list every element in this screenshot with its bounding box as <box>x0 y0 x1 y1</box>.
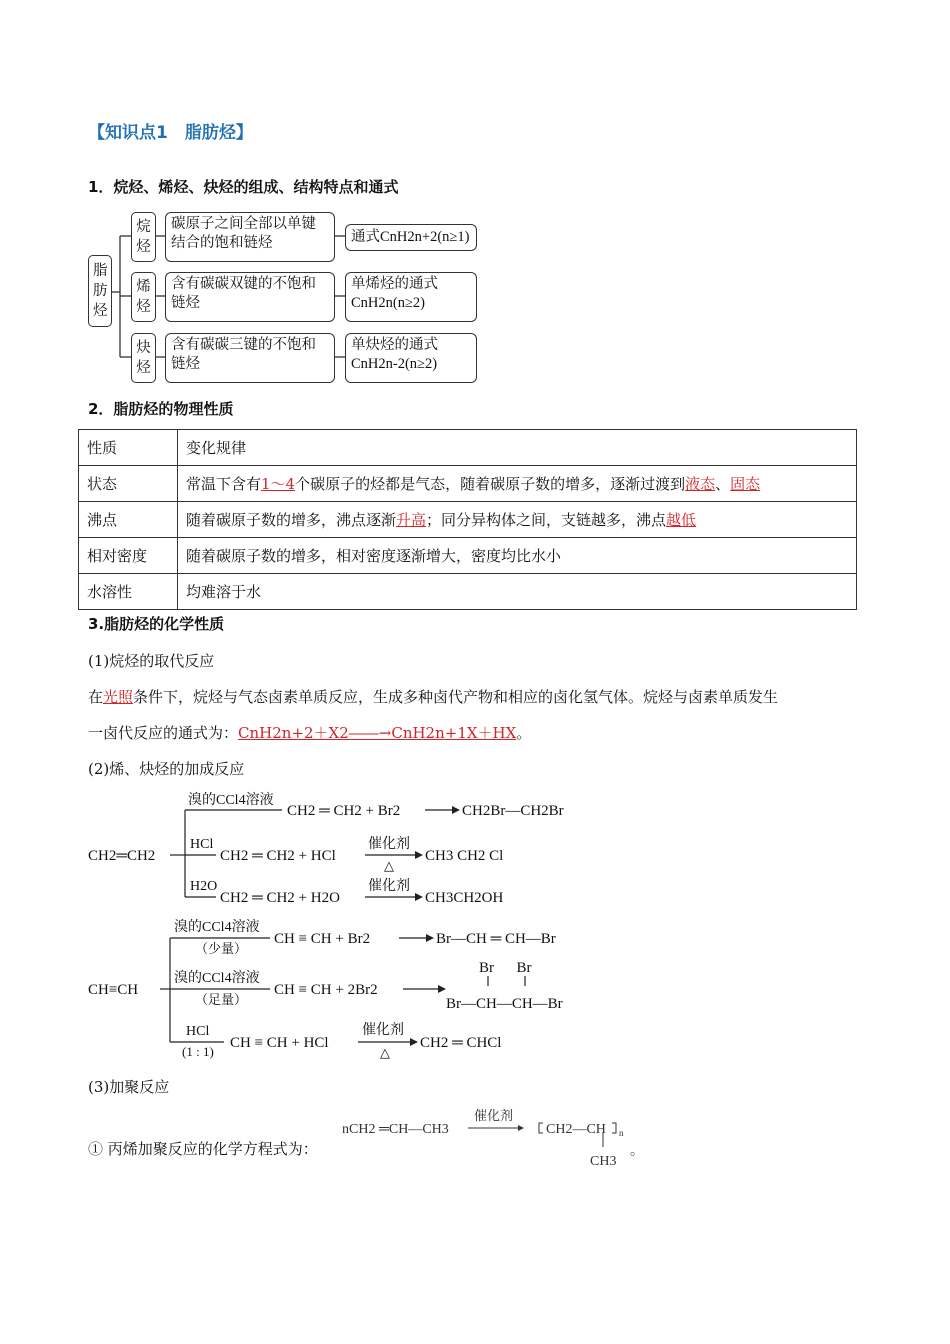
equation-left: CH2 ═ CH2 + H2O <box>220 890 340 906</box>
alkane-desc-line1: 碳原子之间全部以单键 <box>171 216 316 232</box>
alkane-name: 烷烃 <box>136 219 151 255</box>
answer-text: 固态 <box>730 475 761 493</box>
alkane-formula: CnH2n+2(n≥1) <box>380 229 470 245</box>
product: Br—CH ═ CH—Br <box>436 931 556 947</box>
table-value-cell: 均难溶于水 <box>178 574 857 610</box>
alkyne-name-box <box>131 333 156 383</box>
table-row <box>79 502 857 538</box>
product: CH3CH2OH <box>425 890 504 906</box>
table-value-cell <box>178 502 857 538</box>
polymerization-text: ① 丙烯加聚反应的化学方程式为： <box>88 1140 318 1158</box>
poly-branch: CH3 <box>590 1154 617 1169</box>
cond-ratio: (1 : 1) <box>182 1044 214 1059</box>
catalyst-label: 催化剂 <box>368 879 410 894</box>
cond-label: 溴的CCl4溶液 <box>174 920 260 935</box>
catalyst-label: 催化剂 <box>362 1023 404 1038</box>
alkene-name: 烯烃 <box>136 279 151 315</box>
acetylene-reactant: CH≡CH <box>88 982 139 998</box>
text: 条件下，烷烃与气态卤素单质反应，生成多种卤代产物和相应的卤化氢气体。烷烃与卤素单质发生 <box>133 688 779 706</box>
table-header-cell: 性质 <box>79 430 178 466</box>
subsection-2: (2)烯、炔烃的加成反应 <box>88 760 245 778</box>
table-row <box>79 574 857 610</box>
table-header-cell: 变化规律 <box>178 430 857 466</box>
alkene-desc-line1: 含有碳碳双键的不饱和 <box>171 276 316 292</box>
alkene-name-box <box>131 272 156 322</box>
table-prop-cell: 状态 <box>79 466 178 502</box>
alkyne-formula-line1: 单炔烃的通式 <box>351 337 438 353</box>
heat-symbol: △ <box>380 1045 390 1060</box>
table-value-cell: 随着碳原子数的增多，相对密度逐渐增大，密度均比水小 <box>178 538 857 574</box>
equation-left: CH2 ═ CH2 + Br2 <box>287 803 401 819</box>
product: Br—CH—CH—Br <box>446 996 563 1012</box>
table-row <box>79 538 857 574</box>
catalyst-label: 催化剂 <box>474 1108 514 1123</box>
alkyne-name: 炔烃 <box>136 340 151 376</box>
alkane-desc-box <box>165 212 335 262</box>
poly-n: n <box>619 1128 624 1138</box>
alkyne-formula: CnH2n-2(n≥2) <box>351 356 438 372</box>
addition-reactions-diagram <box>0 780 950 1070</box>
cell-text: 随着碳原子数的增多，沸点逐渐 <box>186 511 397 529</box>
paragraph-1 <box>88 686 778 707</box>
cell-text: ；同分异构体之间，支链越多，沸点 <box>426 511 667 529</box>
subsection-3: (3)加聚反应 <box>88 1078 170 1096</box>
answer-text: 越低 <box>666 511 697 529</box>
table-prop-cell: 水溶性 <box>79 574 178 610</box>
table-prop-cell: 沸点 <box>79 502 178 538</box>
alkene-formula-line1: 单烯烃的通式 <box>351 276 438 292</box>
equation-left: CH ≡ CH + HCl <box>230 1035 329 1051</box>
alkene-formula-box <box>345 272 477 322</box>
catalyst-label: 催化剂 <box>368 837 410 852</box>
alkene-formula: CnH2n(n≥2) <box>351 295 426 311</box>
alkene-desc-line2: 链烃 <box>171 295 200 311</box>
alkane-desc-line2: 结合的饱和链烃 <box>171 235 273 251</box>
equation-left: CH ≡ CH + 2Br2 <box>274 982 378 998</box>
poly-end: 。 <box>630 1144 644 1159</box>
product: CH3 CH2 Cl <box>425 848 504 864</box>
alkane-formula-box <box>345 224 477 251</box>
alkyne-desc-box <box>165 333 335 383</box>
section-title: 【知识点1 脂肪烃】 <box>88 123 253 143</box>
cond-label: H2O <box>190 879 218 894</box>
text: 在 <box>88 688 104 706</box>
heading-1: 1．烷烃、烯烃、炔烃的组成、结构特点和通式 <box>88 178 399 196</box>
cond-label: HCl <box>186 1024 210 1039</box>
equation-left: CH2 ═ CH2 + HCl <box>220 848 336 864</box>
cond-amount: （足量） <box>195 992 248 1007</box>
cell-text: 常温下含有 <box>186 475 262 493</box>
text: 。 <box>516 724 532 742</box>
equation-left: CH ≡ CH + Br2 <box>274 931 371 947</box>
poly-product: CH2—CH <box>546 1122 606 1137</box>
physical-properties-table <box>78 429 857 610</box>
root-label: 脂肪烃 <box>93 263 108 319</box>
paragraph-2 <box>88 722 531 743</box>
answer-text: 1～4 <box>261 475 296 493</box>
table-value-cell <box>178 466 857 502</box>
alkene-desc-box <box>165 272 335 322</box>
subsection-1: (1)烷烃的取代反应 <box>88 652 215 670</box>
product-top: Br Br <box>479 960 532 976</box>
table-header-row <box>79 430 857 466</box>
cell-text: 、 <box>715 475 731 493</box>
alkyne-desc-line1: 含有碳碳三键的不饱和 <box>171 337 316 353</box>
answer-equation: CnH2n+2＋X2――→CnH2n+1X＋HX <box>238 724 517 742</box>
alkyne-desc-line2: 链烃 <box>171 356 200 372</box>
poly-reactant: nCH2 ═CH—CH3 <box>342 1122 449 1137</box>
heading-3: 3.脂肪烃的化学性质 <box>88 615 225 633</box>
heat-symbol: △ <box>384 858 394 873</box>
cell-text: 个碳原子的烃都是气态，随着碳原子数的增多，逐渐过渡到 <box>295 475 686 493</box>
product: CH2 ═ CHCl <box>420 1035 502 1051</box>
text: 一卤代反应的通式为： <box>88 724 239 742</box>
alkane-name-box <box>131 212 156 262</box>
answer-text: 光照 <box>103 688 134 706</box>
heading-2: 2．脂肪烃的物理性质 <box>88 400 234 418</box>
cond-amount: （少量） <box>195 941 248 956</box>
cond-label: HCl <box>190 837 214 852</box>
answer-text: 升高 <box>396 511 427 529</box>
cond-label: 溴的CCl4溶液 <box>174 971 260 986</box>
product: CH2Br—CH2Br <box>462 803 564 819</box>
alkane-formula-prefix: 通式 <box>351 229 380 245</box>
ethylene-reactant: CH2═CH2 <box>88 848 156 864</box>
table-row <box>79 466 857 502</box>
cond-label: 溴的CCl4溶液 <box>188 793 274 808</box>
root-box <box>88 255 112 327</box>
polymerization-equation <box>0 1100 950 1180</box>
answer-text: 液态 <box>685 475 716 493</box>
table-prop-cell: 相对密度 <box>79 538 178 574</box>
alkyne-formula-box <box>345 333 477 383</box>
